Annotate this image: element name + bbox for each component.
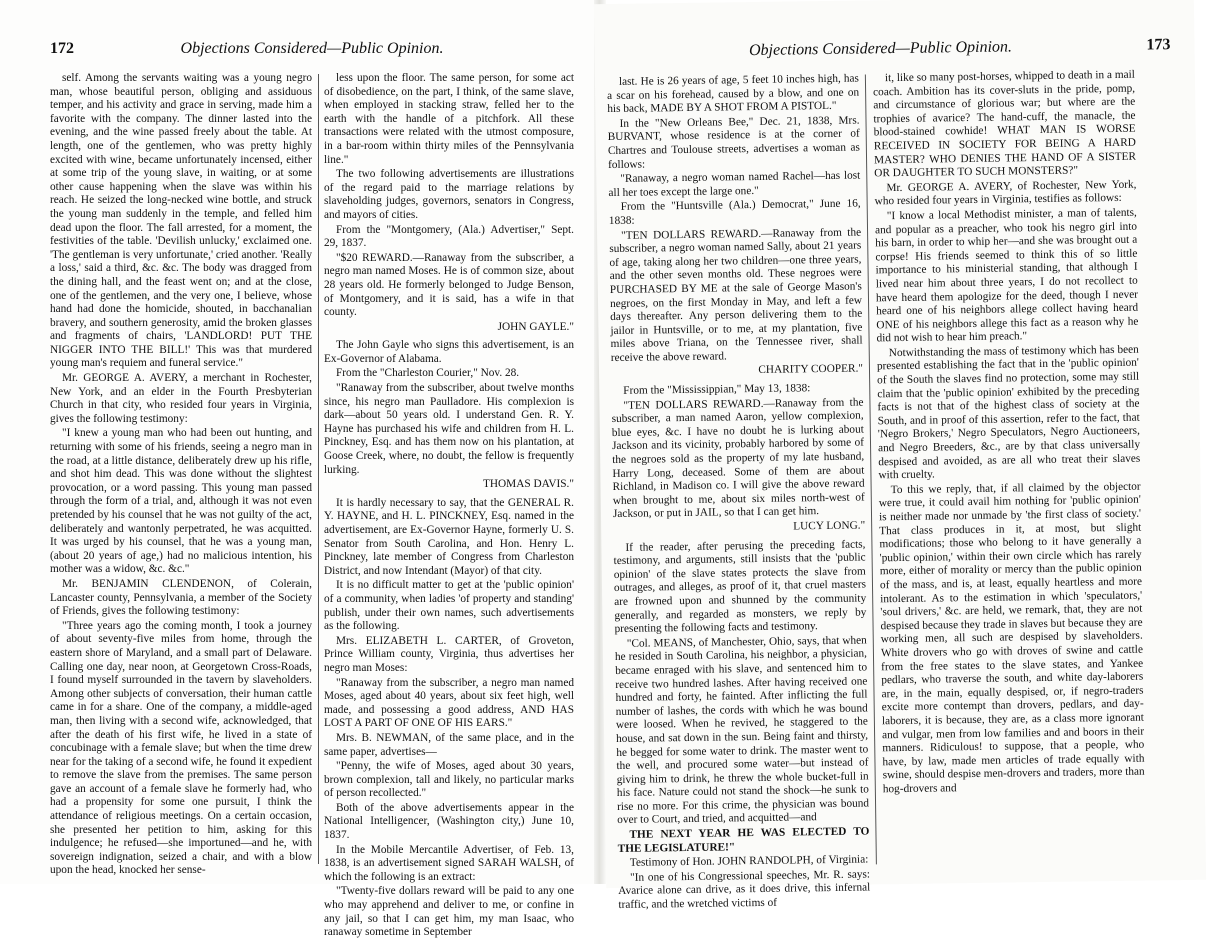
paragraph: It is no difficult matter to get at the 'public opinion' of a community, when ladies 'of property and standing' publish, under their own names, such advertisements as the following. bbox=[324, 579, 574, 633]
paragraph: "In one of his Congressional speeches, Mr. R. says: Avarice alone can drive, as it does drive, this infernal traffic, and the wretched victims of bbox=[618, 868, 871, 912]
paragraph: Mr. BENJAMIN CLENDENON, of Colerain, Lancaster county, Pennsylvania, a member of the Society of Friends, gives the following testimony: bbox=[50, 577, 312, 618]
paragraph: "Three years ago the coming month, I took a journey of about seventy-five miles from home, through the eastern shore of Maryland, and a small part of Delaware. Calling one day, near noon, at Georgetown Cross-Roads, I found myself surrounded in the tavern by slaveholders. Among other subjects of conversation, their human cattle came in for a share. One of the company, a middle-aged man, then living with a second wife, acknowledged, that after the death of his first wife, he lived in a state of concubinage with a female slave; but when the time drew near for the taking of a second wife, he found it expedient to remove the slave from the premises. The same person gave an account of a female slave he formerly had, who had a propensity for some one pursuit, I think the attendance of religious meetings. On a certain occasion, she presented her petition to him, asking for this indulgence; he refused—she importuned—and he, with sovereign indignation, seized a chair, and with a blow upon the head, knocked her sense- bbox=[50, 619, 312, 877]
paragraph: THE NEXT YEAR HE WAS ELECTED TO THE LEGISLATURE!" bbox=[617, 825, 870, 855]
running-title-rest: Public Opinion. bbox=[341, 40, 444, 57]
paragraph: From the "Charleston Courier," Nov. 28. bbox=[336, 367, 520, 380]
paragraph: "TEN DOLLARS REWARD.—Ranaway from the subscriber, a negro woman named Sally, about 21 years of age, taking along her two children—one three years, and the other seven months old. These negroes were PURCHASED BY ME at the sale of George Mason's negroes, on the first Monday in May, and left a few days thereafter. Any person delivering them to the jailor in Huntsville, or to me, at my plantation, five miles above Triana, on the Tennessee river, shall receive the above reward. bbox=[609, 226, 863, 364]
paragraph: "$20 REWARD.—Ranaway from the subscriber, a negro man named Moses. He is of common size, about 28 years old. He formerly belonged to Judge Benson, of Montgomery, and it is said, has a wife in that county. bbox=[324, 251, 574, 319]
right-page bbox=[594, 0, 1206, 912]
signature: LUCY LONG." bbox=[793, 519, 866, 533]
running-title-rest: Public Opinion. bbox=[909, 38, 1013, 57]
paragraph: In the "New Orleans Bee," Dec. 21, 1838, Mrs. BURVANT, whose residence is at the corner of Chartres and Toulouse streets, advertises a woman as follows: bbox=[607, 114, 860, 171]
left-page-header bbox=[50, 40, 570, 64]
signature: CHARITY COOPER." bbox=[758, 362, 864, 377]
paragraph: Testimony of Hon. JOHN RANDOLPH, of Virginia: bbox=[629, 853, 869, 870]
signature: JOHN GAYLE." bbox=[497, 320, 574, 333]
paragraph: "TEN DOLLARS REWARD.—Ranaway from the subscriber, a man named Aaron, yellow complexion, blue eyes, &c. I have no doubt he is lurking about Jackson and its vicinity, probably harbored by some of the negroes sold as the property of my late husband, Harry Long, deceased. Some of them are about Richland, in Madison co. I will give the above reward when brought to me, about six miles north-west of Jackson, or put in JAIL, so that I can get him. bbox=[611, 396, 865, 521]
page-number: 173 bbox=[1146, 36, 1171, 54]
running-title: Objections Considered— bbox=[748, 39, 910, 60]
paragraph: From the "Montgomery, (Ala.) Advertiser," Sept. 29, 1837. bbox=[324, 223, 574, 250]
right-column-2 bbox=[873, 69, 1146, 867]
paragraph: last. He is 26 years of age, 5 feet 10 inches high, has a scar on his forehead, caused by a blow, and one on his back, MADE BY A SHOT FROM A PISTOL." bbox=[607, 72, 860, 116]
paragraph: "Penny, the wife of Moses, aged about 30 years, brown complexion, tall and likely, no particular marks of person recollected." bbox=[324, 760, 574, 800]
paragraph: "Col. MEANS, of Manchester, Ohio, says, that when he resided in South Carolina, his neighbor, a physician, became enraged with his slave, and sentenced him to receive two hundred lashes. After having received one hundred and forty, he fainted. After inflicting the full number of lashes, the cords with which he was bound were loosed. When he revived, he staggered to the house, and sat down in the sun. Being faint and thirsty, he begged for some water to drink. The master went to the well, and procured some water—but instead of giving him to drink, he threw the whole bucket-full in his face. Nature could not stand the shock—he sunk to rise no more. For this crime, the physician was bound over to Court, and tried, and acquitted—and bbox=[614, 634, 870, 827]
paragraph: Mr. GEORGE A. AVERY, a merchant in Rochester, New York, and an elder in the Fourth Presbyterian Church in that city, who resided four years in Virginia, gives the following testimony: bbox=[50, 372, 312, 425]
left-column-1 bbox=[50, 72, 312, 877]
paragraph: "Twenty-five dollars reward will be paid to any one who may apprehend and deliver to me, or confine in any jail, so that I can get him, my man Isaac, who ranaway sometime in September bbox=[324, 885, 574, 939]
paragraph: "Ranaway from the subscriber, a negro man named Moses, aged about 40 years, about six feet high, well made, and possessing a good address, AND HAS LOST A PART OF ONE OF HIS EARS." bbox=[324, 676, 574, 730]
paragraph: Mrs. ELIZABETH L. CARTER, of Groveton, Prince William county, Virginia, thus advertises her negro man Moses: bbox=[324, 634, 574, 674]
paragraph: In the Mobile Mercantile Advertiser, of Feb. 13, 1838, is an advertisement signed SARAH WALSH, of which the following is an extract: bbox=[324, 843, 574, 883]
page-number: 172 bbox=[50, 40, 74, 57]
paragraph: It is hardly necessary to say, that the GENERAL R. Y. HAYNE, and H. L. PINCKNEY, Esq. named in the advertisement, are Ex-Governor Hayne, formerly U. S. Senator from South Carolina, and Hon. Henry L. Pinckney, late member of Congress from Charleston District, and now Intendant (Mayor) of that city. bbox=[324, 496, 574, 577]
signature: THOMAS DAVIS." bbox=[482, 478, 574, 491]
paragraph: it, like so many post-horses, whipped to death in a mail coach. Ambition has its cover-sluts in the pride, pomp, and circumstance of glorious war; but where are the trophies of avarice? The hand-cuff, the manacle, the blood-stained cowhide! WHAT MAN IS WORSE RECEIVED IN SOCIETY FOR BEING A HARD MASTER? WHO DENIES THE HAND OF A SISTER OR DAUGHTER TO SUCH MONSTERS?" bbox=[873, 68, 1137, 180]
left-column-2 bbox=[324, 72, 574, 939]
paragraph: "I know a local Methodist minister, a man of talents, and popular as a preacher, who took his negro girl into his barn, in order to whip her—and she was brought out a corpse! His friends seemed to think this of so little importance to his ministerial standing, that although I lived near him about three years, I do not recollect to have heard them apologize for the deed, though I never heard one of his neighbors allege collect having heard ONE of his neighbors allege this fact as a reason why he did not wish to hear him preach." bbox=[874, 206, 1139, 345]
paragraph: "Ranaway, a negro woman named Rachel—has lost all her toes except the large one." bbox=[608, 169, 861, 199]
paragraph: The two following advertisements are illustrations of the regard paid to the marriage relations by slaveholding judges, governors, senators in Congress, and mayors of cities. bbox=[324, 168, 574, 221]
paragraph: Notwithstanding the mass of testimony which has been presented establishing the fact that in the 'public opinion' of the South the slaves find no protection, some may still claim that the 'public opinion' exhibited by the preceding facts is not that of the highest class of society at the South, and in proof of this assertion, refer to the fact, that 'Negro Brokers,' Negro Speculators, Negro Auctioneers, and Negro Breeders, &c., are by that class universally despised and avoided, as are all who treat their slaves with cruelty. bbox=[876, 343, 1141, 482]
left-page bbox=[0, 0, 600, 939]
paragraph: less upon the floor. The same person, for some act of disobedience, on the part, I think, of the same slave, when employed in stacking straw, felled her to the earth with the handle of a pitchfork. All these transactions were related with the utmost composure, in a bar-room within thirty miles of the Pennsylvania line." bbox=[324, 72, 574, 166]
paragraph: Mr. GEORGE A. AVERY, of Rochester, New York, who resided four years in Virginia, testifies as follows: bbox=[874, 178, 1137, 208]
paragraph: "Ranaway from the subscriber, about twelve months since, his negro man Paulladore. His complexion is dark—about 50 years old. I understand Gen. R. Y. Hayne has purchased his wife and children from H. L. Pinckney, Esq. and has them now on his plantation, at Goose Creek, where, no doubt, the fellow is frequently lurking. bbox=[324, 382, 574, 476]
paragraph: Both of the above advertisements appear in the National Intelligencer, (Washington city,) June 10, 1837. bbox=[324, 801, 574, 842]
paragraph: To this we reply, that, if all claimed by the objector were true, it could avail him nothing for 'public opinion' is neither made nor unmade by 'the first class of society.' That class produces in it, at most, but slight modifications; those who belong to it have generally a 'public opinion,' within their own circle which has rarely more, either of morality or mercy than the public opinion of the mass, and is, at least, equally heartless and more intolerant. As to the estimation in which 'speculators,' 'soul drivers,' &c. are held, we remark, that, they are not despised because they trade in slaves but because they are working men, all such are despised by slaveholders. White drovers who go with droves of swine and cattle from the free states to the slave states, and Yankee pedlars, who traverse the south, and white day-laborers are, in the main, equally despised, or, if negro-traders excite more contempt than drovers, pedlars, and day-laborers, it is because, they are, as a class more ignorant and vulgar, men from low families and and boors in their manners. Ridiculous! to suppose, that a people, who have, by law, made men articles of trade equally with swine, should despise men-drovers and traders, more than hog-drovers and bbox=[878, 480, 1145, 796]
right-column-1 bbox=[607, 72, 871, 912]
paragraph: From the "Huntsville (Ala.) Democrat," June 16, 1838: bbox=[608, 197, 861, 227]
right-page-header bbox=[614, 36, 1170, 68]
paragraph: If the reader, after perusing the preceding facts, testimony, and arguments, still insists that the 'public opinion' of the slave states protects the slave from outrages, and alleges, as proof of it, that cruel masters are frowned upon and shunned by the community generally, and regarded as monsters, we reply by presenting the following facts and testimony. bbox=[613, 538, 867, 636]
paragraph: self. Among the servants waiting was a young negro man, whose beautiful person, obliging and assiduous temper, and his activity and grace in serving, made him a favorite with the company. The dinner lasted into the evening, and the wine passed freely about the table. At length, one of the gentlemen, who was pretty highly excited with wine, became unfortunately incensed, either at some trip of the young slave, in waiting, or at some other cause happening when the slave was within his reach. He seized the long-necked wine bottle, and struck the young man suddenly in the temple, and felled him dead upon the floor. The fall arrested, for a moment, the festivities of the table. 'Devilish unlucky,' exclaimed one. 'The gentleman is very unfortunate,' cried another. 'Really a loss,' said a third, &c. &c. The body was dragged from the dining hall, and the feast went on; and at the close, one of the gentlemen, and the very one, I believe, whose hand had done the homicide, shouted, in bacchanalian bravery, and southern generosity, amid the broken glasses and fragments of chairs, 'LANDLORD! PUT THE NIGGER INTO THE BILL!' This was that murdered young man's requiem and funeral service." bbox=[50, 72, 312, 370]
paragraph: From the "Mississippian," May 13, 1838: bbox=[623, 382, 811, 397]
column-rule bbox=[318, 74, 319, 864]
running-title: Objections Considered— bbox=[180, 40, 342, 57]
paragraph: The John Gayle who signs this advertisement, is an Ex-Governor of Alabama. bbox=[324, 339, 574, 365]
paragraph: Mrs. B. NEWMAN, of the same place, and in the same paper, advertises— bbox=[324, 731, 574, 758]
paragraph: "I knew a young man who had been out hunting, and returning with some of his friends, seeing a negro man in the road, at a little distance, deliberately drew up his rifle, and shot him dead. This was done without the slightest provocation, or a word passing. This young man passed through the form of a trial, and, although it was not even pretended by his counsel that he was not guilty of the act, deliberately and wantonly perpetrated, he was acquitted. It was urged by his counsel, that he was a young man, (about 20 years of age,) had no malicious intention, his mother was a widow, &c. &c." bbox=[50, 427, 312, 576]
